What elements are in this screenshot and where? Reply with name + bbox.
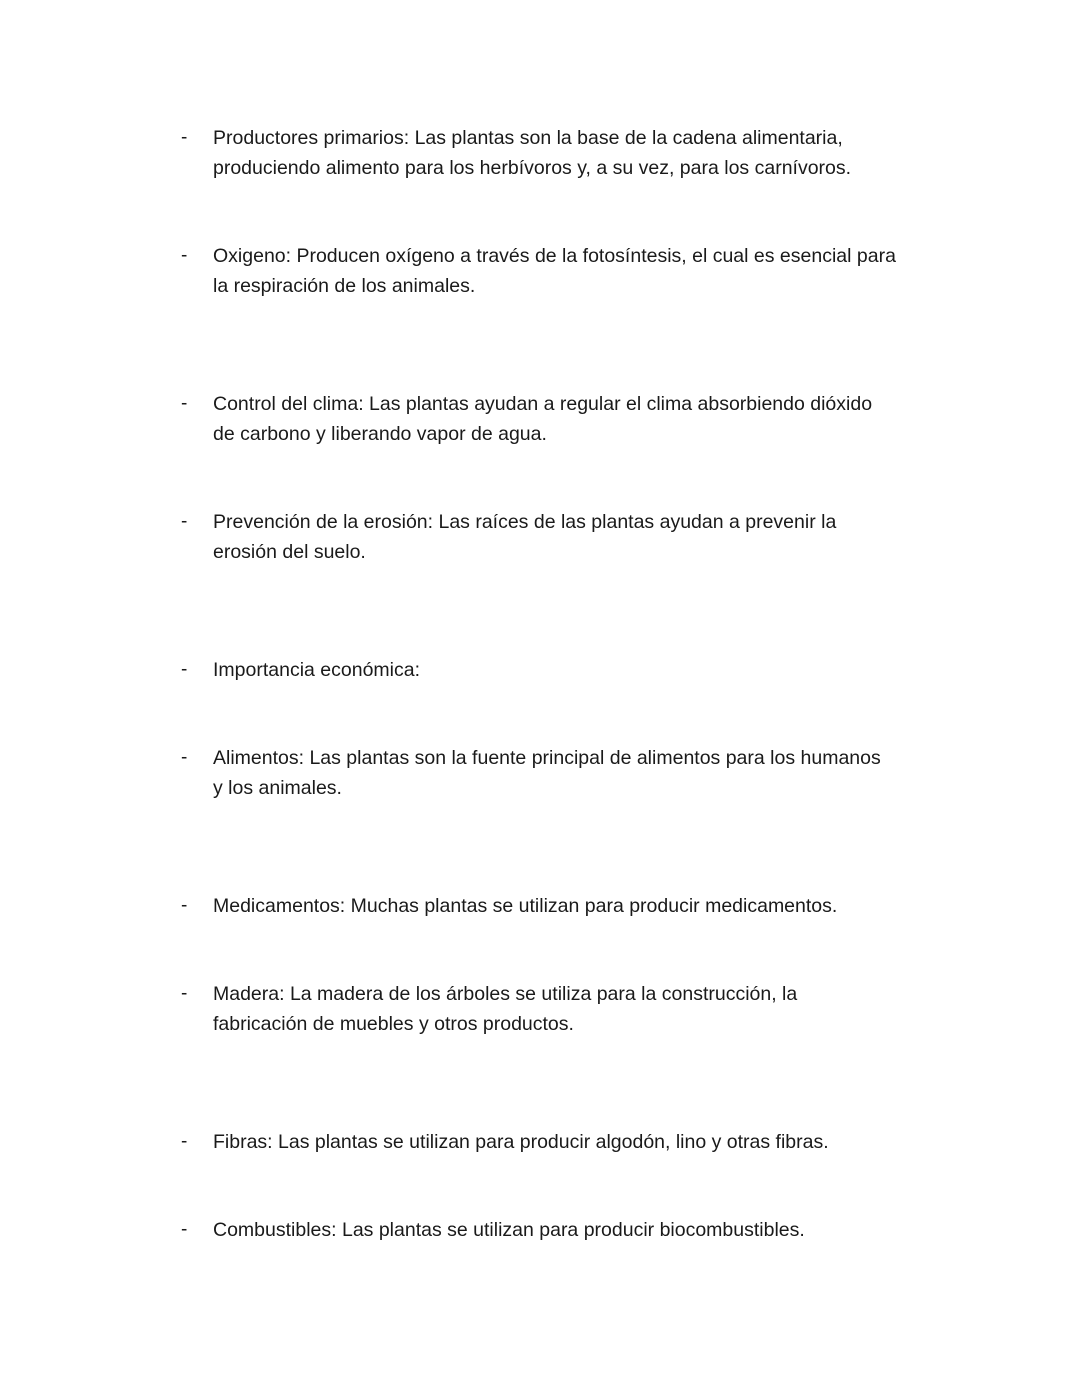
- bullet-dash: -: [181, 1131, 188, 1152]
- text-line: Fibras: Las plantas se utilizan para producir algodón, lino y otras fibras.: [213, 1131, 829, 1153]
- bullet-dash: -: [181, 393, 188, 414]
- bullet-dash: -: [181, 127, 188, 148]
- bullet-dash: -: [181, 983, 188, 1004]
- list-item-text: [213, 1127, 933, 1157]
- list-item-text: [213, 123, 933, 183]
- text-line: erosión del suelo.: [213, 541, 366, 563]
- text-line: Alimentos: Las plantas son la fuente principal de alimentos para los humanos: [213, 747, 881, 769]
- text-line: Combustibles: Las plantas se utilizan para producir biocombustibles.: [213, 1219, 805, 1241]
- text-line: Madera: La madera de los árboles se utiliza para la construcción, la: [213, 983, 798, 1005]
- text-line: Productores primarios: Las plantas son la base de la cadena alimentaria,: [213, 127, 843, 149]
- list-item-text: [213, 389, 933, 449]
- text-line: Oxigeno: Producen oxígeno a través de la fotosíntesis, el cual es esencial para: [213, 245, 896, 267]
- bullet-dash: -: [181, 895, 188, 916]
- bullet-dash: -: [181, 747, 188, 768]
- bullet-dash: -: [181, 245, 188, 266]
- text-line: Importancia económica:: [213, 659, 421, 681]
- text-line: fabricación de muebles y otros productos.: [213, 1013, 574, 1035]
- list-item-text: [213, 743, 933, 803]
- list-item-text: [213, 1215, 933, 1245]
- text-line: y los animales.: [213, 777, 342, 799]
- text-line: de carbono y liberando vapor de agua.: [213, 423, 547, 445]
- text-line: Medicamentos: Muchas plantas se utilizan para producir medicamentos.: [213, 895, 838, 917]
- list-item-text: [213, 891, 933, 921]
- list-item-text: [213, 507, 933, 567]
- list-item-text: [213, 655, 933, 685]
- bullet-dash: -: [181, 1219, 188, 1240]
- list-item-text: [213, 979, 933, 1039]
- bullet-dash: -: [181, 511, 188, 532]
- list-item-text: [213, 241, 933, 301]
- text-line: la respiración de los animales.: [213, 275, 476, 297]
- text-line: produciendo alimento para los herbívoros y, a su vez, para los carnívoros.: [213, 157, 852, 179]
- bullet-dash: -: [181, 659, 188, 680]
- text-line: Control del clima: Las plantas ayudan a regular el clima absorbiendo dióxido: [213, 393, 873, 415]
- text-line: Prevención de la erosión: Las raíces de las plantas ayudan a prevenir la: [213, 511, 837, 533]
